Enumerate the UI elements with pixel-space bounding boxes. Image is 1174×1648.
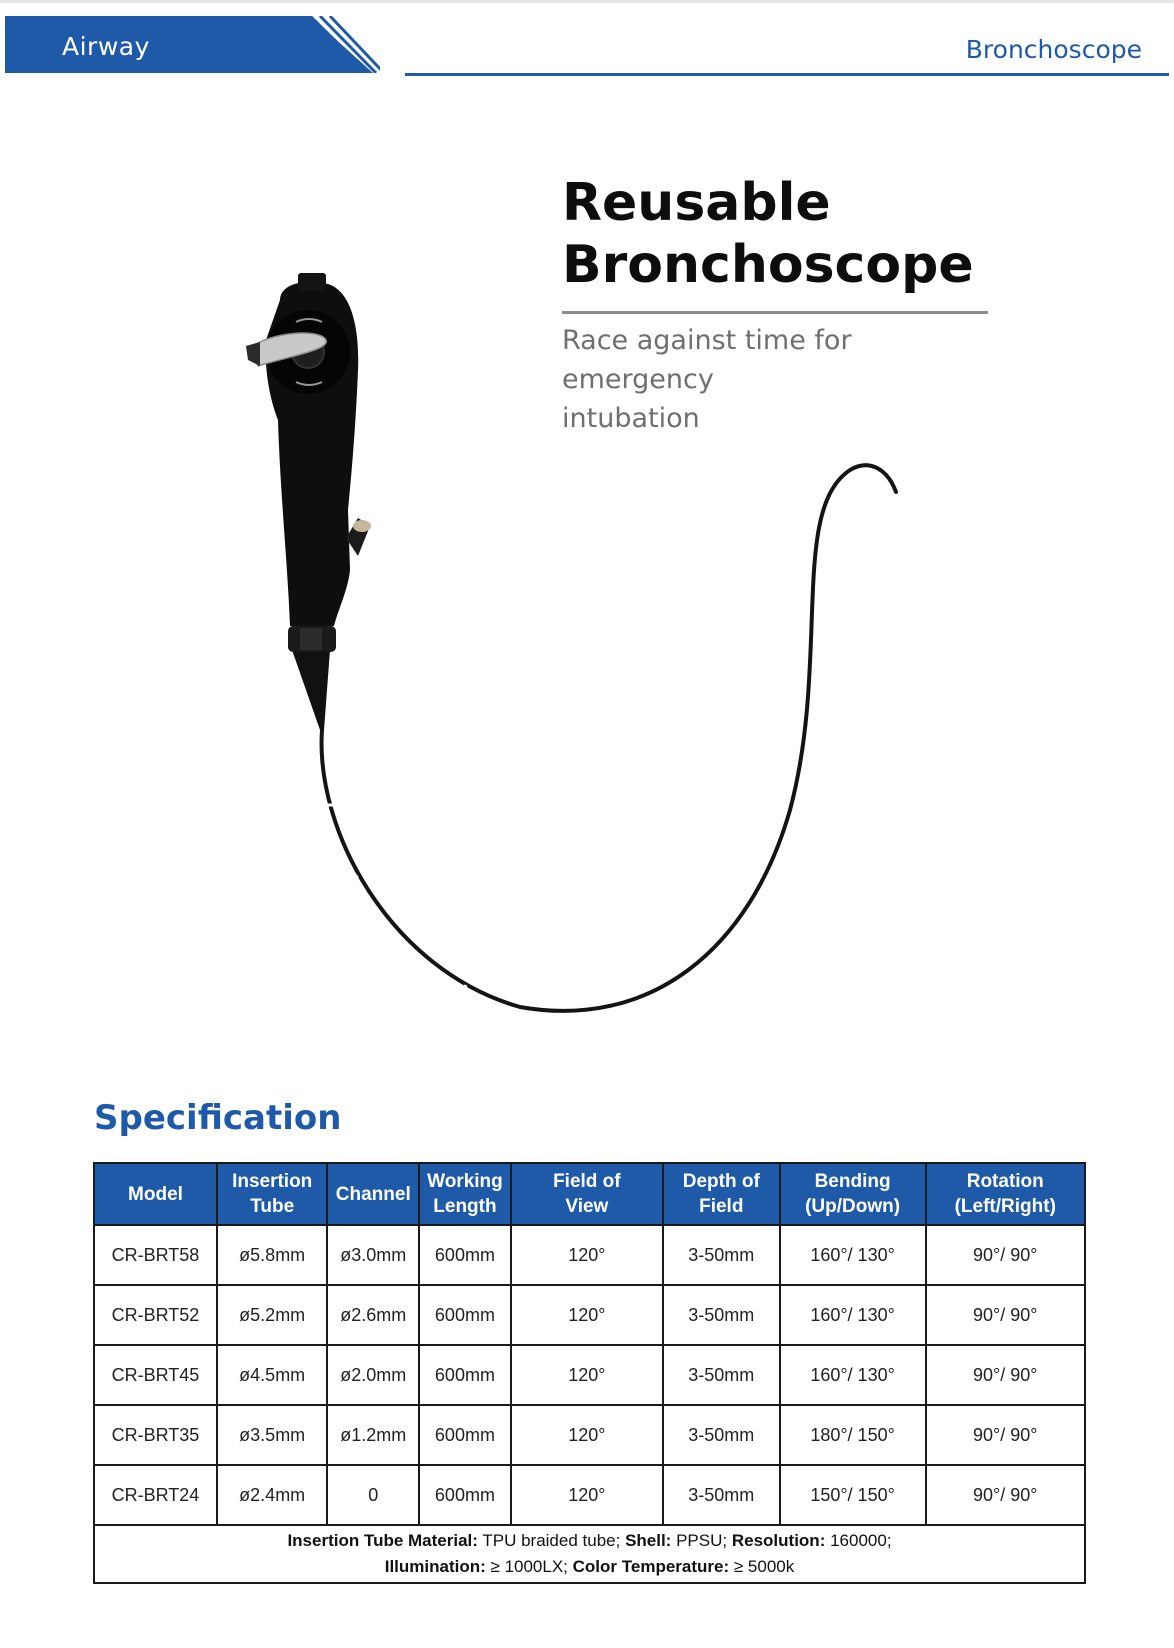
- cell-insertion-tube: ø3.5mm: [217, 1405, 327, 1465]
- cell-working-length: 600mm: [419, 1345, 511, 1405]
- table-row: [94, 1405, 1085, 1465]
- bronchoscope-illustration: [230, 270, 930, 1020]
- spec-heading: Specification: [94, 1098, 342, 1138]
- col-header-working-length: Working Length: [419, 1163, 511, 1225]
- cell-working-length: 600mm: [419, 1225, 511, 1285]
- table-row: [94, 1225, 1085, 1285]
- note-value-color-temperature: ≥ 5000k: [733, 1557, 795, 1576]
- note-value-tube-material: TPU braided tube;: [482, 1531, 621, 1550]
- header-divider: [405, 73, 1169, 76]
- note-value-illumination: ≥ 1000LX;: [490, 1557, 568, 1576]
- col-header-model: Model: [94, 1163, 217, 1225]
- table-row: [94, 1465, 1085, 1525]
- cell-channel: ø1.2mm: [327, 1405, 419, 1465]
- col-header-depth-of-field: Depth of Field: [663, 1163, 780, 1225]
- cell-working-length: 600mm: [419, 1285, 511, 1345]
- spec-notes: [94, 1525, 1085, 1583]
- note-label-illumination: Illumination:: [384, 1557, 486, 1576]
- cell-bending: 180°/ 150°: [780, 1405, 926, 1465]
- cell-insertion-tube: ø5.2mm: [217, 1285, 327, 1345]
- top-rule: [0, 0, 1174, 3]
- category-label: Bronchoscope: [965, 35, 1142, 64]
- cable-marks: [326, 805, 776, 992]
- cell-insertion-tube: ø4.5mm: [217, 1345, 327, 1405]
- cell-model: CR-BRT24: [94, 1465, 217, 1525]
- cell-working-length: 600mm: [419, 1465, 511, 1525]
- tagline-line2: intubation: [562, 403, 700, 434]
- cell-model: CR-BRT45: [94, 1345, 217, 1405]
- cell-rotation: 90°/ 90°: [926, 1285, 1086, 1345]
- col-header-rotation: Rotation (Left/Right): [926, 1163, 1086, 1225]
- cell-rotation: 90°/ 90°: [926, 1405, 1086, 1465]
- cell-rotation: 90°/ 90°: [926, 1225, 1086, 1285]
- insertion-cable: [322, 465, 896, 1011]
- product-title-line2: Bronchoscope: [562, 235, 974, 295]
- cell-rotation: 90°/ 90°: [926, 1345, 1086, 1405]
- note-label-tube-material: Insertion Tube Material:: [287, 1531, 478, 1550]
- cell-field-of-view: 120°: [511, 1285, 663, 1345]
- cell-channel: ø3.0mm: [327, 1225, 419, 1285]
- cell-field-of-view: 120°: [511, 1225, 663, 1285]
- note-value-shell: PPSU;: [676, 1531, 728, 1550]
- col-header-channel: Channel: [327, 1163, 419, 1225]
- note-label-color-temperature: Color Temperature:: [572, 1557, 730, 1576]
- cell-working-length: 600mm: [419, 1405, 511, 1465]
- col-header-insertion-tube: Insertion Tube: [217, 1163, 327, 1225]
- cell-field-of-view: 120°: [511, 1465, 663, 1525]
- cell-model: CR-BRT58: [94, 1225, 217, 1285]
- cell-field-of-view: 120°: [511, 1405, 663, 1465]
- table-row: [94, 1285, 1085, 1345]
- cell-bending: 160°/ 130°: [780, 1345, 926, 1405]
- note-value-resolution: 160000;: [830, 1531, 892, 1550]
- cell-model: CR-BRT52: [94, 1285, 217, 1345]
- decorative-stripes: [300, 16, 380, 73]
- note-label-resolution: Resolution:: [731, 1531, 826, 1550]
- cell-insertion-tube: ø2.4mm: [217, 1465, 327, 1525]
- spec-header-row: [94, 1163, 1085, 1225]
- spec-table: [93, 1162, 1086, 1584]
- cell-model: CR-BRT35: [94, 1405, 217, 1465]
- product-title-line1: Reusable: [562, 173, 831, 233]
- cell-bending: 160°/ 130°: [780, 1285, 926, 1345]
- note-label-shell: Shell:: [625, 1531, 672, 1550]
- spec-notes-row: [94, 1525, 1085, 1583]
- cell-depth-of-field: 3-50mm: [663, 1345, 780, 1405]
- cell-channel: ø2.6mm: [327, 1285, 419, 1345]
- cell-channel: ø2.0mm: [327, 1345, 419, 1405]
- section-label: Airway: [62, 32, 150, 61]
- cell-field-of-view: 120°: [511, 1345, 663, 1405]
- cell-rotation: 90°/ 90°: [926, 1465, 1086, 1525]
- cell-channel: 0: [327, 1465, 419, 1525]
- cell-insertion-tube: ø5.8mm: [217, 1225, 327, 1285]
- tagline-line1: Race against time for emergency: [562, 325, 852, 395]
- cell-depth-of-field: 3-50mm: [663, 1465, 780, 1525]
- cell-depth-of-field: 3-50mm: [663, 1225, 780, 1285]
- cell-bending: 160°/ 130°: [780, 1225, 926, 1285]
- col-header-field-of-view: Field of View: [511, 1163, 663, 1225]
- col-header-bending: Bending (Up/Down): [780, 1163, 926, 1225]
- cell-depth-of-field: 3-50mm: [663, 1285, 780, 1345]
- cell-bending: 150°/ 150°: [780, 1465, 926, 1525]
- table-row: [94, 1345, 1085, 1405]
- cell-depth-of-field: 3-50mm: [663, 1405, 780, 1465]
